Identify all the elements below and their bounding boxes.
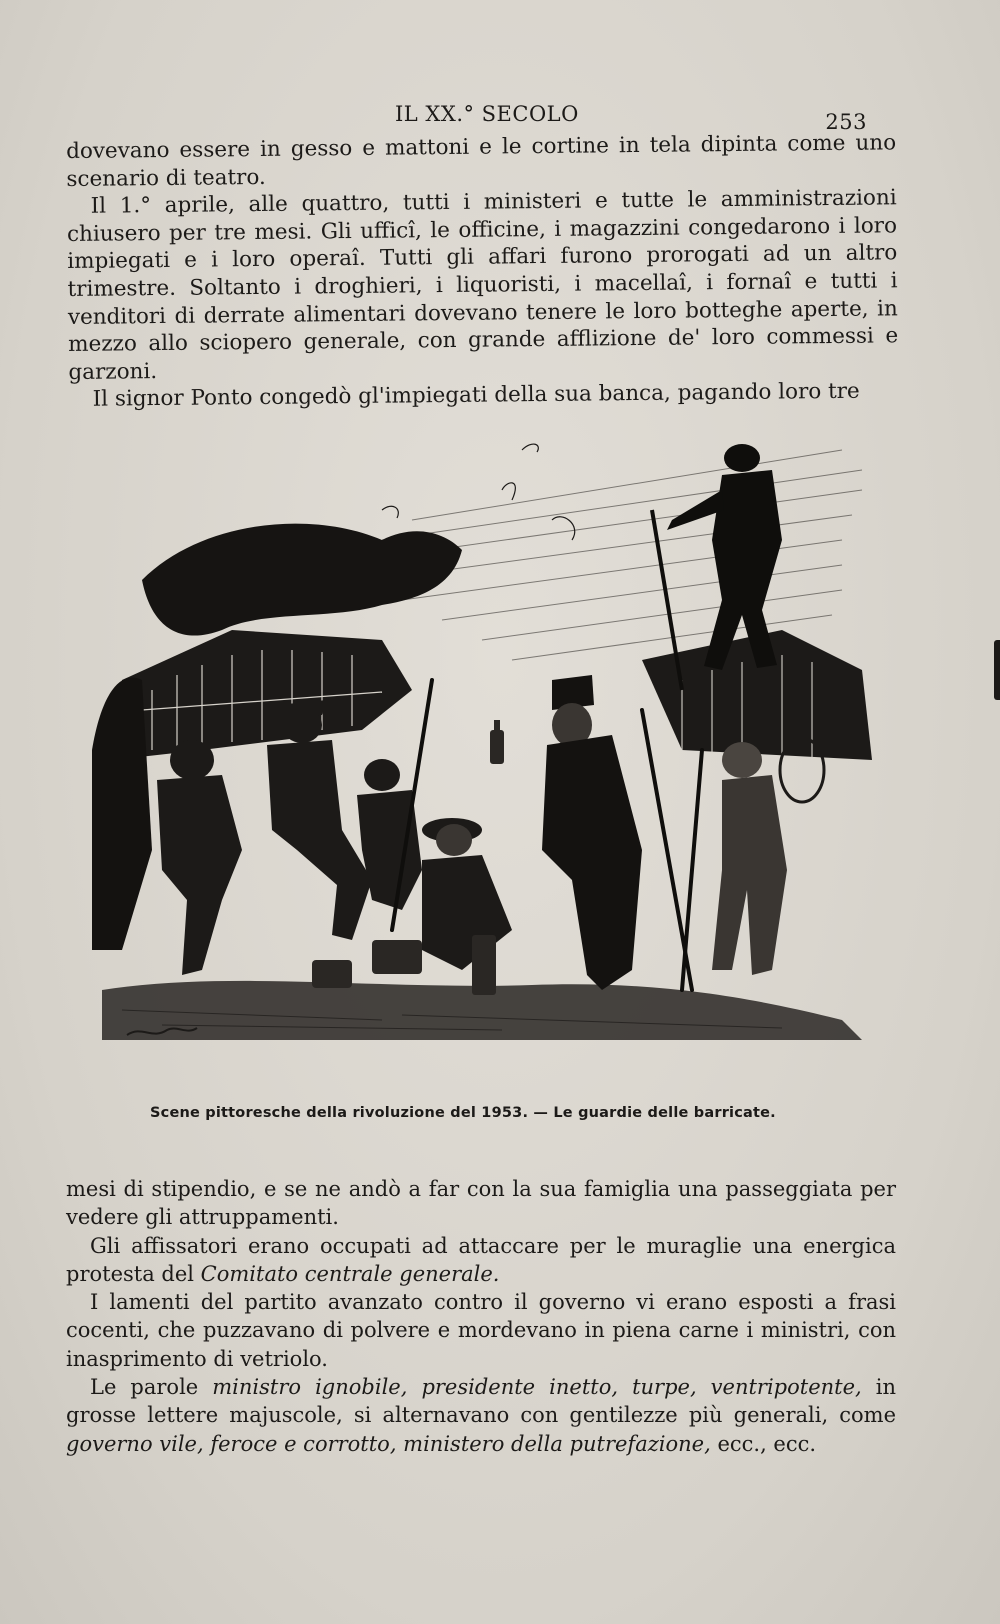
page-number: 253: [825, 110, 867, 134]
text-run: in grosse lettere majuscole, si alternavano con gentilezze più generali, come: [66, 1375, 896, 1428]
bottom-text-block: [66, 1175, 896, 1458]
text-run: Gli affissatori erano occupati ad attaccare per le muraglie una energica protesta del: [66, 1233, 896, 1286]
paragraph: Il signor Ponto congedò gl'impiegati della sua banca, pagando loro tre: [92, 379, 860, 413]
header-title: IL XX.° SECOLO: [395, 102, 579, 126]
italic-run: Comitato centrale generale.: [200, 1261, 500, 1286]
paragraph: I lamenti del partito avanzato contro il governo vi erano esposti a frasi cocenti, che puzzavano di polvere e mordevano in piena carne i ministri, con inasprimento di vetriolo.: [66, 1290, 896, 1371]
italic-run: ministro ignobile, presidente inetto, turpe, ventripotente,: [212, 1375, 862, 1400]
paragraph: Il 1.° aprile, alle quattro, tutti i ministeri e tutte le amministrazioni chiusero per tre mesi. Gli ufficî, le officine, i magazzini congedarono i loro impiegati e i loro operaî. Tutti gli affari furono prorogati ad un altro trimestre. Soltanto i droghieri, i liquoristi, i macellaî, i fornaî e tutti i venditori di derrate alimentari dovevano tenere le loro botteghe aperte, in mezzo allo sciopero generale, con grande afflizione de' loro commessi e garzoni.: [66, 185, 899, 385]
page-edge-mark: [994, 640, 1000, 700]
paragraph: mesi di stipendio, e se ne andò a far con la sua famiglia una passeggiata per vedere gli attruppamenti.: [66, 1177, 896, 1230]
barricade-illustration: [82, 430, 882, 1090]
paragraph: [66, 1232, 896, 1289]
top-text-block: [66, 129, 899, 414]
illustration-caption: Scene pittoresche della rivoluzione del 1953. — Le guardie delle barricate.: [150, 1105, 776, 1121]
text-run: ecc., ecc.: [710, 1431, 817, 1456]
paragraph: [66, 1373, 896, 1458]
italic-run: governo vile, feroce e corrotto, ministero della putrefazione,: [66, 1431, 711, 1456]
paragraph: dovevano essere in gesso e mattoni e le cortine in tela dipinta come uno scenario di teatro.: [66, 130, 897, 192]
text-run: Le parole: [90, 1375, 213, 1400]
